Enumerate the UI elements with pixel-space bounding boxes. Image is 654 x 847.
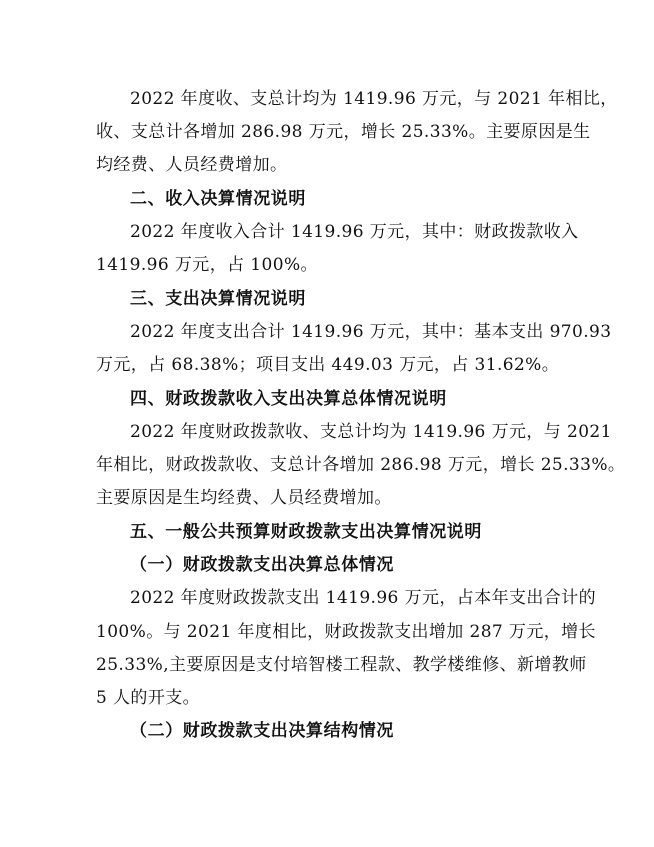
paragraph-line: 2022 年度支出合计 1419.96 万元，其中：基本支出 970.93	[130, 322, 612, 342]
paragraph-line: 25.33%,主要原因是支付培智楼工程款、教学楼维修、新增教师	[96, 655, 587, 675]
paragraph-line: 100%。与 2021 年度相比，财政拨款支出增加 287 万元，增长	[96, 622, 596, 642]
paragraph-line: 主要原因是生均经费、人员经费增加。	[96, 488, 392, 508]
paragraph-line: 5 人的开支。	[96, 688, 201, 708]
paragraph-line: 万元，占 68.38%；项目支出 449.03 万元，占 31.62%。	[96, 355, 560, 375]
paragraph-line: 2022 年度收入合计 1419.96 万元，其中：财政拨款收入	[130, 222, 579, 242]
section-heading: 四、财政拨款收入支出决算总体情况说明	[130, 389, 447, 409]
subsection-heading: （二）财政拨款支出决算结构情况	[130, 721, 394, 741]
paragraph-line: 均经费、人员经费增加。	[96, 155, 288, 175]
section-heading: 二、收入决算情况说明	[130, 189, 306, 209]
paragraph-line: 2022 年度收、支总计均为 1419.96 万元，与 2021 年相比，	[130, 89, 618, 109]
paragraph-line: 2022 年度财政拨款收、支总计均为 1419.96 万元，与 2021	[130, 422, 612, 442]
paragraph-line: 1419.96 万元，占 100%。	[96, 255, 318, 275]
section-heading: 五、一般公共预算财政拨款支出决算情况说明	[130, 522, 482, 542]
section-heading: 三、支出决算情况说明	[130, 289, 306, 309]
paragraph-line: 收、支总计各增加 286.98 万元，增长 25.33%。主要原因是生	[96, 122, 591, 142]
subsection-heading: （一）财政拨款支出决算总体情况	[130, 555, 394, 575]
paragraph-line: 年相比，财政拨款收、支总计各增加 286.98 万元，增长 25.33%。	[96, 455, 626, 475]
paragraph-line: 2022 年度财政拨款支出 1419.96 万元，占本年支出合计的	[130, 588, 596, 608]
